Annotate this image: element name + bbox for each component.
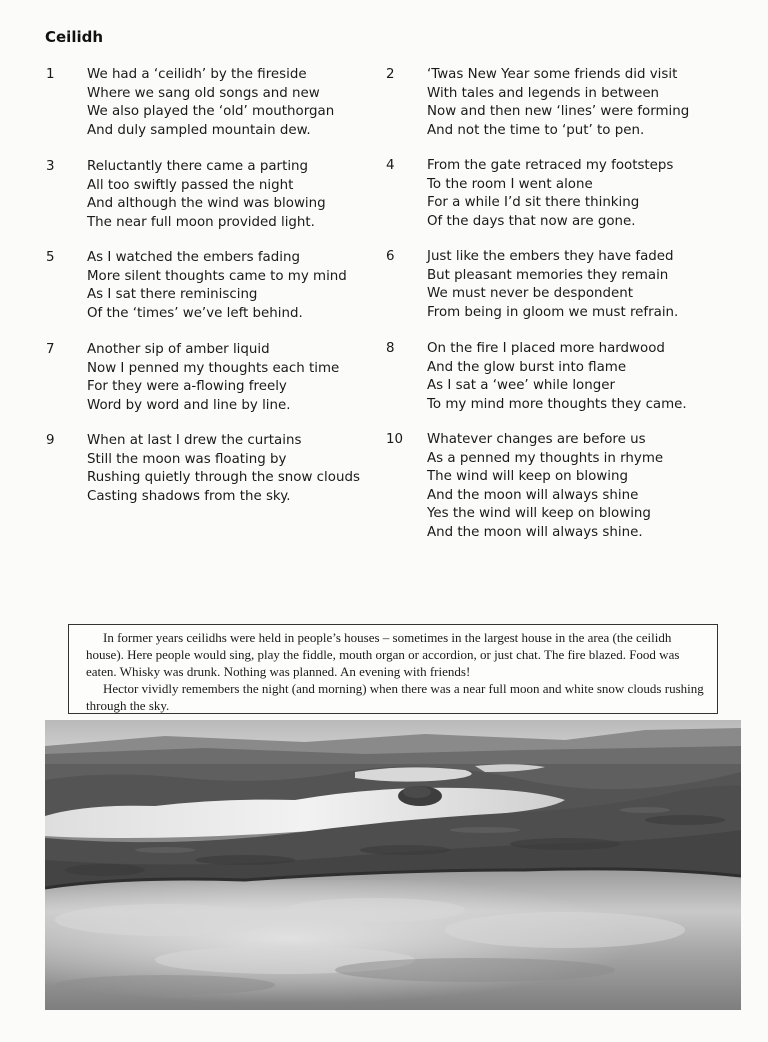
verse-line: And although the wind was blowing: [87, 196, 326, 212]
loch-landscape-photo: [45, 720, 741, 1010]
stanza-number: 6: [386, 249, 395, 264]
note-paragraph: Hector vividly remembers the night (and morning) when there was a near full moon and white snow clouds rushing through the sky.: [86, 681, 704, 713]
verse-line: For they were a-flowing freely: [87, 379, 287, 395]
verse-line: The near full moon provided light.: [87, 214, 315, 230]
verse-line: We must never be despondent: [427, 286, 633, 302]
verse-line: ‘Twas New Year some friends did visit: [427, 67, 678, 82]
verse-line: With tales and legends in between: [427, 85, 660, 101]
verse-line: From being in gloom we must refrain.: [427, 304, 679, 320]
verse-line: The wind will keep on blowing: [427, 469, 628, 485]
verse-line: Now I penned my thoughts each time: [87, 360, 340, 376]
verse-line: Whatever changes are before us: [427, 432, 646, 447]
verse-line: And the moon will always shine.: [427, 524, 643, 540]
verse-line: From the gate retraced my footsteps: [427, 158, 674, 173]
verse-line: As I watched the embers fading: [87, 250, 300, 265]
verse-line: And duly sampled mountain dew.: [87, 122, 311, 138]
verse-line: As I sat there reminiscing: [87, 287, 258, 303]
stanza-number: 7: [46, 342, 55, 357]
stanza-number: 9: [46, 433, 55, 448]
verse-line: Another sip of amber liquid: [87, 342, 270, 357]
ceilidh-note-box: [68, 624, 718, 714]
verse-line: Where we sang old songs and new: [87, 85, 320, 101]
verse-line: Of the days that now are gone.: [427, 213, 636, 229]
stanza-number: 1: [46, 67, 55, 82]
verse-line: Rushing quietly through the snow clouds: [87, 470, 360, 486]
verse-line: Just like the embers they have faded: [427, 249, 674, 264]
verse-line: Yes the wind will keep on blowing: [427, 506, 651, 522]
stanza-number: 5: [46, 250, 55, 265]
verse-line: To the room I went alone: [427, 176, 593, 192]
verse-line: Word by word and line by line.: [87, 397, 291, 413]
verse-line: As I sat a ‘wee’ while longer: [427, 378, 615, 394]
verse-line: We also played the ‘old’ mouthorgan: [87, 104, 335, 120]
verse-line: On the fire I placed more hardwood: [427, 341, 665, 356]
stanza-number: 4: [386, 158, 395, 173]
note-paragraph: In former years ceilidhs were held in people’s houses – sometimes in the largest house in the area (the ceilidh house). Here people would sing, play the fiddle, mouth organ or accordion, or just chat. The fire blazed. Food was eaten. Whisky was drunk. Nothing was planned. An evening with friends!: [86, 630, 680, 679]
stanza-number: 3: [46, 159, 55, 174]
verse-line: As a penned my thoughts in rhyme: [427, 450, 664, 466]
verse-line: Of the ‘times’ we’ve left behind.: [87, 305, 303, 321]
page-title: Ceilidh: [45, 28, 104, 46]
verse-line: But pleasant memories they remain: [427, 267, 669, 283]
verse-line: And not the time to ‘put’ to pen.: [427, 122, 645, 138]
verse-line: Reluctantly there came a parting: [87, 159, 309, 174]
stanza-number: 10: [386, 432, 404, 447]
verse-line: To my mind more thoughts they came.: [427, 396, 687, 412]
verse-line: For a while I’d sit there thinking: [427, 195, 640, 211]
verse-line: We had a ‘ceilidh’ by the fireside: [87, 67, 307, 82]
stanza-number: 2: [386, 67, 395, 82]
verse-line: All too swiftly passed the night: [87, 177, 294, 193]
verse-line: And the glow burst into flame: [427, 359, 627, 375]
stanza-number: 8: [386, 341, 395, 356]
verse-line: Still the moon was floating by: [87, 451, 287, 467]
verse-line: Casting shadows from the sky.: [87, 488, 291, 504]
verse-line: More silent thoughts came to my mind: [87, 268, 347, 284]
verse-line: And the moon will always shine: [427, 487, 639, 503]
verse-line: Now and then new ‘lines’ were forming: [427, 104, 690, 120]
verse-line: When at last I drew the curtains: [87, 433, 302, 448]
